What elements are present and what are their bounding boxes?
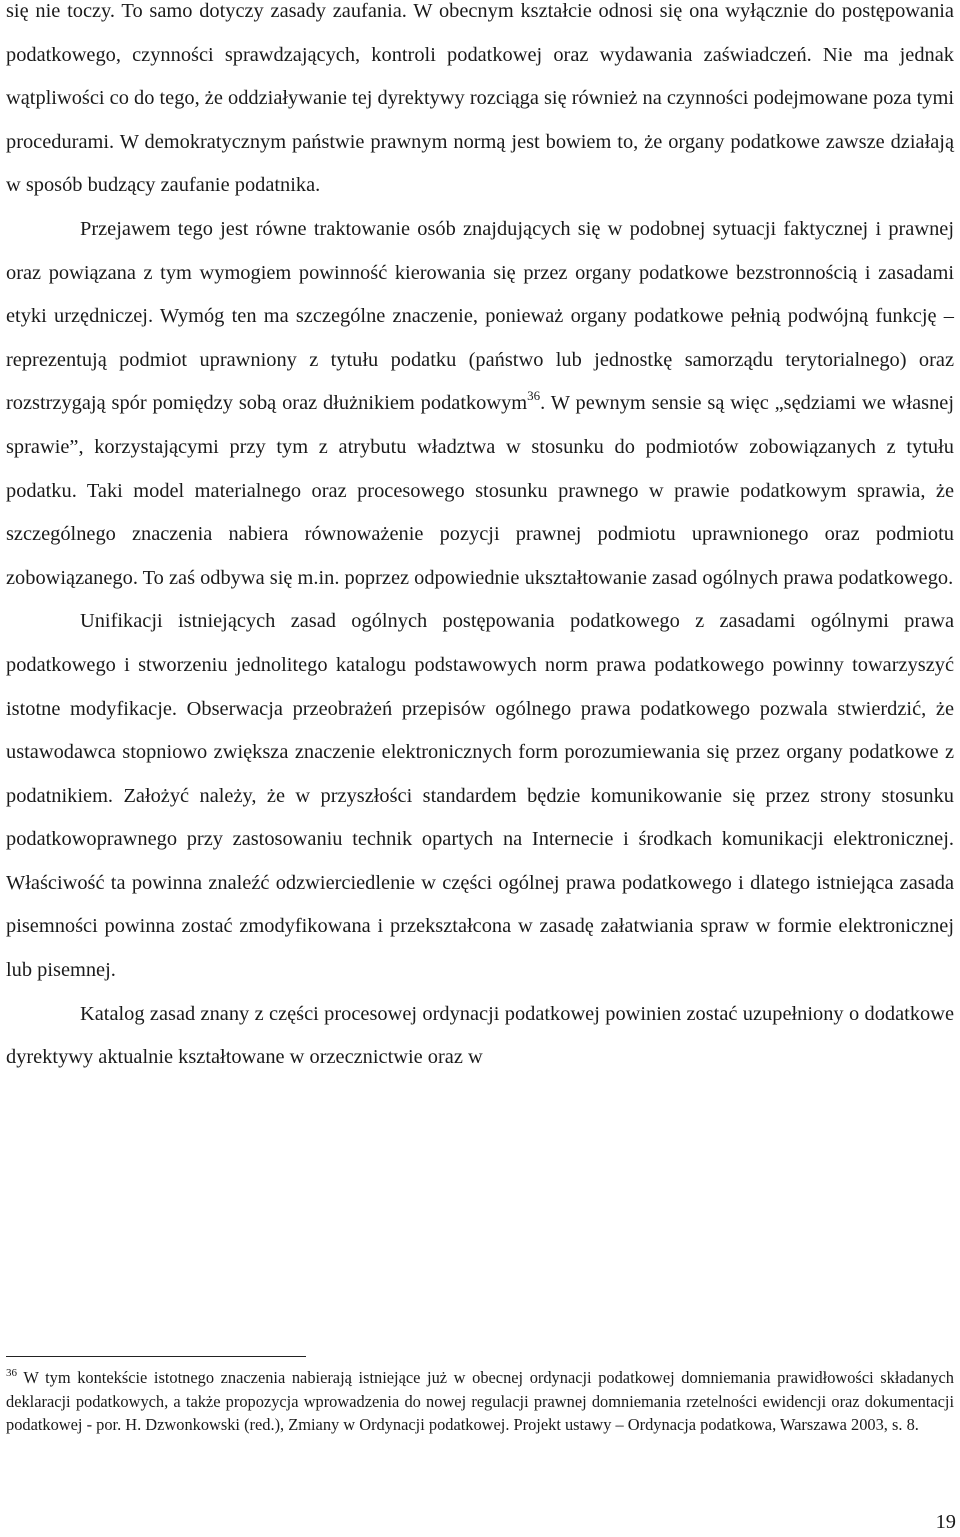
paragraph-2-text-after: . W pewnym sensie są więc „sędziami we własnej sprawie”, korzystającymi przy tym z atrybutu władztwa w stosunku do podmiotów zobowiązanych z tytułu podatku. Taki model materialnego oraz procesowego stosunku prawnego w prawie podatkowym sprawia, że szczególnego znaczenia nabiera równoważenie pozycji prawnej podmiotu uprawnionego oraz podmiotu zobowiązanego. To zaś odbywa się m.in. poprzez odpowiednie ukształtowanie zasad ogólnych prawa podatkowego. bbox=[6, 392, 954, 589]
document-page bbox=[6, 0, 954, 1080]
paragraph-4: Katalog zasad znany z części procesowej ordynacji podatkowej powinien zostać uzupełniony o dodatkowe dyrektywy aktualnie kształtowane w orzecznictwie oraz w bbox=[6, 1002, 954, 1069]
paragraph-3: Unifikacji istniejących zasad ogólnych postępowania podatkowego z zasadami ogólnymi prawa podatkowego i stworzeniu jednolitego katalogu podstawowych norm prawa podatkowego powinny towarzyszyć istotne modyfikacje. Obserwacja przeobrażeń przepisów ogólnego prawa podatkowego pozwala stwierdzić, że ustawodawca stopniowo zwiększa znaczenie elektronicznych form porozumiewania się przez organy podatkowe z podatnikiem. Założyć należy, że w przyszłości standardem będzie komunikowanie się przez strony stosunku podatkowoprawnego przy zastosowaniu technik opartych na Internecie i środkach komunikacji elektronicznej. Właściwość ta powinna znaleźć odzwierciedlenie w części ogólnej prawa podatkowego i dlatego istniejąca zasada pisemności powinna zostać zmodyfikowana i przekształcona w zasadę załatwiania spraw w formie elektronicznej lub pisemnej. bbox=[6, 610, 954, 982]
paragraph-2-text-before: Przejawem tego jest równe traktowanie osób znajdujących się w podobnej sytuacji faktycznej i prawnej oraz powiązana z tym wymogiem powinność kierowania się przez organy podatkowe bezstronnością i zasadami etyki urzędniczej. Wymóg ten ma szczególne znaczenie, ponieważ organy podatkowe pełnią podwójną funkcję – reprezentują podmiot uprawniony z tytułu podatku (państwo lub jednostkę samorządu terytorialnego) oraz rozstrzygają spór pomiędzy sobą oraz dłużnikiem podatkowym bbox=[6, 217, 954, 415]
paragraph-2 bbox=[6, 208, 954, 600]
footnote-text: W tym kontekście istotnego znaczenia nabierają istniejące już w obecnej ordynacji podatkowej domniemania prawidłowości składanych deklaracji podatkowych, a także propozycja wprowadzenia do nowej regulacji prawnej domniemania rzetelności ewidencji oraz dokumentacji podatkowej - por. H. Dzwonkowski (red.), Zmiany w Ordynacji podatkowej. Projekt ustawy – Ordynacja podatkowa, Warszawa 2003, s. 8. bbox=[6, 1368, 954, 1435]
footnote-reference[interactable]: 36 bbox=[527, 388, 541, 404]
footnote-number: 36 bbox=[6, 1367, 17, 1379]
footnote-separator bbox=[6, 1356, 306, 1357]
body-text bbox=[6, 0, 954, 1080]
footnote bbox=[6, 1366, 954, 1437]
page-number: 19 bbox=[935, 1511, 956, 1533]
paragraph-1: się nie toczy. To samo dotyczy zasady zaufania. W obecnym kształcie odnosi się ona wyłącznie do postępowania podatkowego, czynności sprawdzających, kontroli podatkowej oraz wydawania zaświadczeń. Nie ma jednak wątpliwości co do tego, że oddziaływanie tej dyrektywy rozciąga się również na czynności podejmowane poza tymi procedurami. W demokratycznym państwie prawnym normą jest bowiem to, że organy podatkowe zawsze działają w sposób budzący zaufanie podatnika. bbox=[6, 0, 954, 197]
